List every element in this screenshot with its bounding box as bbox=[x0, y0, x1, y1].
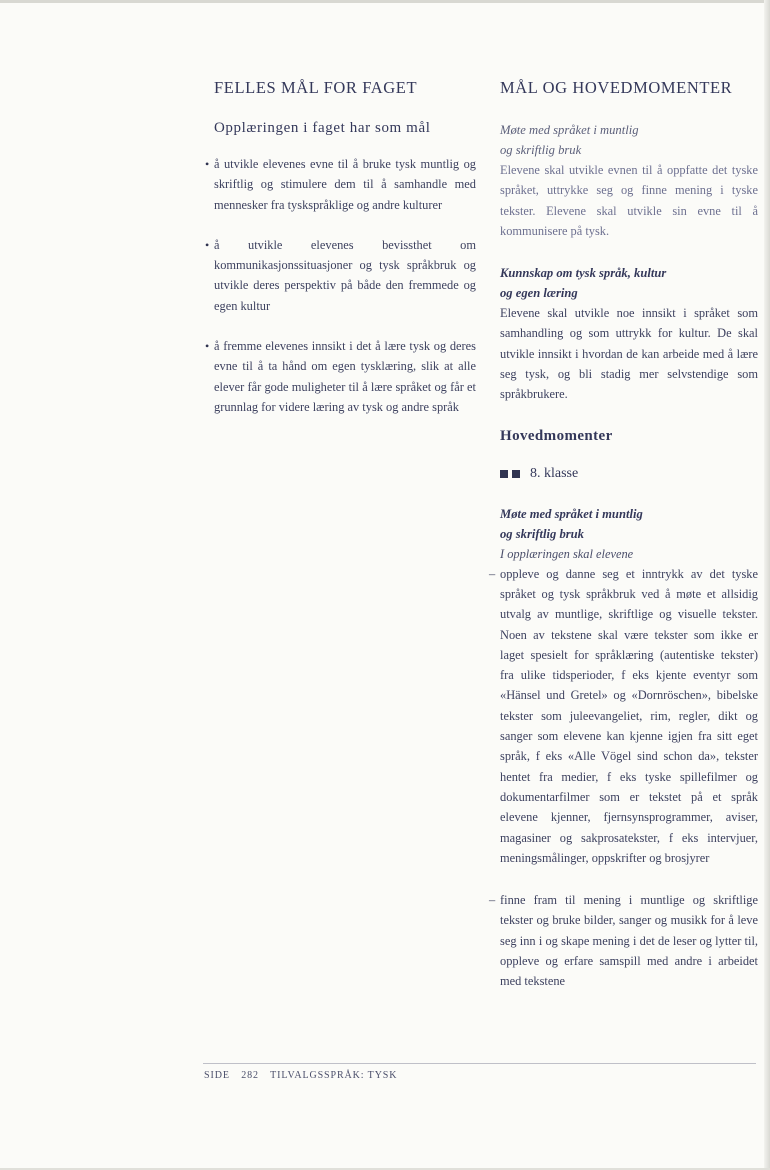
bullet-text: å fremme elevenes innsikt i det å lære tysk og deres evne til å ta hånd om egen tysklæring, slik at alle elever får gode muligheter til å lære språket og får et grunnlag for videre læring av tysk og andre språk bbox=[214, 339, 476, 414]
right-column bbox=[489, 76, 758, 992]
subsection bbox=[489, 504, 758, 992]
goal-2-text: Elevene skal utvikle noe innsikt i språket som samhandling og som uttrykk for kultur. De skal utvikle innsikt i hvordan de kan arbeide med å lære seg tysk, og bli stadig mer selvstendige som språkbrukere. bbox=[500, 306, 758, 402]
footer-page-number: 282 bbox=[241, 1070, 259, 1081]
bullet-icon: • bbox=[205, 339, 210, 354]
page-footer bbox=[204, 1070, 405, 1081]
hovedmomenter-heading: Hovedmomenter bbox=[500, 427, 613, 444]
dash-icon: – bbox=[489, 566, 496, 581]
dash-icon: – bbox=[489, 893, 496, 908]
goal-2-title-line2: og egen læring bbox=[500, 286, 578, 301]
bullet-icon: • bbox=[205, 157, 210, 171]
goal-2 bbox=[500, 263, 758, 404]
goal-bullet-list bbox=[205, 154, 476, 417]
intro-text: Opplæringen i faget har som mål bbox=[214, 120, 431, 136]
grade-row bbox=[500, 462, 758, 486]
subsection-title-line2: og skriftlig bruk bbox=[500, 526, 584, 541]
bullet-item bbox=[205, 154, 476, 215]
footer-side-label: SIDE bbox=[204, 1070, 230, 1081]
goal-1-title-line1: Møte med språket i muntlig bbox=[500, 123, 639, 137]
bullet-item bbox=[205, 235, 476, 316]
square-bullet-icon bbox=[500, 470, 508, 478]
left-column bbox=[205, 76, 476, 437]
square-bullet-icon bbox=[512, 470, 520, 478]
list-item-text: oppleve og danne seg et inntrykk av det tyske språket og tysk språkbruk ved å møte et allsidig utvalg av muntlige, skriftlige og visuelle tekster. Noen av tekstene skal være tekster som ikke er laget spesielt for språklæring (autentiske tekster) fra ulike tidsperioder, f eks kjente eventyr som «Hänsel und Gretel» og «Dornröschen», bibelske tekster som juleevangeliet, rim, regler, dikt og sanger som elevene kan kjenne igjen fra sitt eget språk, f eks «Alle Vögel sind schon da», tekster hentet fra medier, f eks tyske spillefilmer og dokumentarfilmer som er tekstet på et språk elevene kjenner, fjernsynsprogrammer, aviser, magasiner og sakprosatekster, f eks intervjuer, meningsmålinger, oppskrifter og brosjyrer bbox=[500, 566, 758, 865]
instruction-text: I opplæringen skal elevene bbox=[500, 546, 634, 561]
list-item bbox=[489, 564, 758, 868]
bullet-icon: • bbox=[205, 237, 210, 252]
bullet-item bbox=[205, 336, 476, 417]
grade-label: 8. klasse bbox=[530, 465, 579, 481]
bullet-text: å utvikle elevenes evne til å bruke tysk muntlig og skriftlig og stimulere dem til å samhandle med mennesker fra tyskspråklige og andre kulturer bbox=[214, 157, 476, 212]
goal-2-title-line1: Kunnskap om tysk språk, kultur bbox=[500, 266, 667, 281]
page-edge-top bbox=[0, 0, 770, 3]
goal-1 bbox=[500, 120, 758, 241]
list-item-text: finne fram til mening i muntlige og skriftlige tekster og bruke bilder, sanger og musikk for å leve seg inn i og skape mening i det de leser og lytter til, oppleve og erfare samspill med andre i arbeidet med tekstene bbox=[500, 893, 758, 989]
bullet-text: å utvikle elevenes bevissthet om kommunikasjonssituasjoner og tysk språkbruk og utvikle deres perspektiv på både den fremmede og egen kultur bbox=[214, 237, 476, 313]
goal-1-text: Elevene skal utvikle evnen til å oppfatte det tyske språket, uttrykke seg og finne mening i tyske tekster. Elevene skal utvikle sin evne til å kommunisere på tysk. bbox=[500, 163, 758, 238]
footer-section: TILVALGSSPRÅK: TYSK bbox=[270, 1070, 398, 1081]
left-heading: FELLES MÅL FOR FAGET bbox=[214, 78, 418, 97]
footer-divider bbox=[203, 1063, 756, 1064]
page-edge-right bbox=[764, 0, 770, 1170]
list-item bbox=[489, 890, 758, 991]
right-heading: MÅL OG HOVEDMOMENTER bbox=[500, 78, 733, 97]
goal-1-title-line2: og skriftlig bruk bbox=[500, 143, 582, 157]
subsection-title-line1: Møte med språket i muntlig bbox=[500, 506, 643, 521]
